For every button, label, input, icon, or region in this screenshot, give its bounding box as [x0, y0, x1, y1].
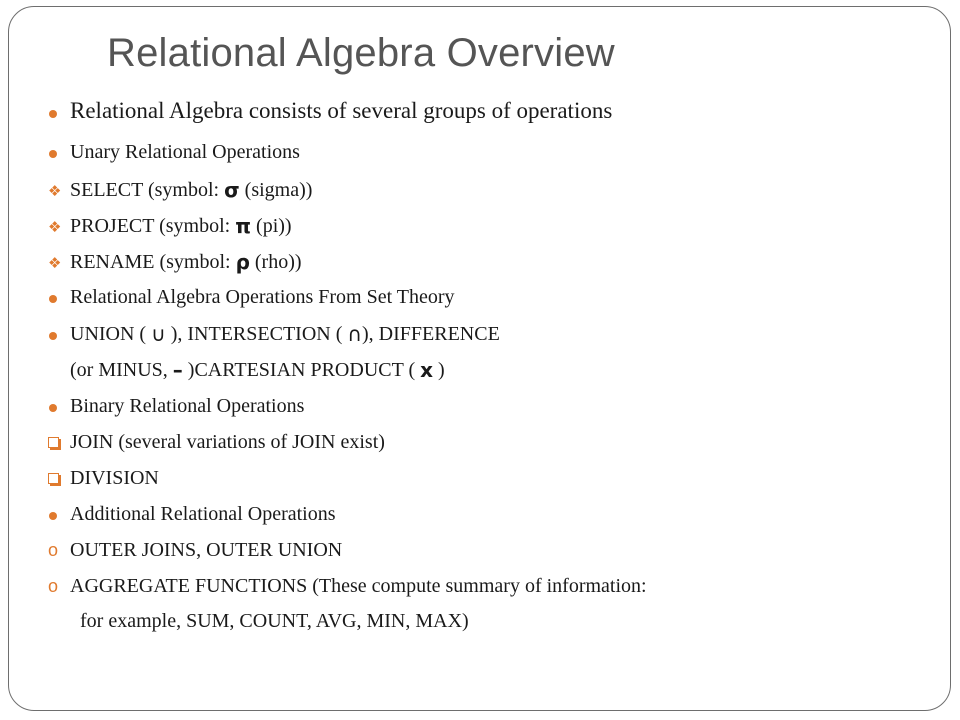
bullet-dot-icon [48, 286, 70, 309]
line-text: Unary Relational Operations [70, 141, 300, 163]
bullet-dot-icon [48, 503, 70, 526]
line-text-pre: SELECT (symbol: [70, 178, 225, 201]
sigma-symbol: σ [224, 178, 240, 202]
line-text: OUTER JOINS, OUTER UNION [70, 539, 343, 561]
circle-bullet-icon: o [48, 540, 59, 560]
bullet-line-select [48, 178, 312, 202]
bullet-dot-icon [48, 141, 70, 164]
line-text-post: (pi)) [251, 214, 292, 237]
line-text: Relational Algebra Operations From Set Theory [70, 286, 455, 308]
line-text: DIVISION [70, 467, 159, 489]
bullet-line-unary [48, 141, 300, 164]
checkbox-bullet-icon [48, 467, 70, 490]
bullet-line-outer-joins [48, 539, 342, 562]
bullet-line-join [48, 431, 385, 454]
line-text-post: (rho)) [249, 250, 302, 273]
line-text-pre: PROJECT (symbol: [70, 214, 236, 237]
line-text-post: (sigma)) [239, 178, 313, 201]
line-text-c: ), DIFFERENCE [362, 322, 500, 345]
bullet-line-additional [48, 503, 336, 526]
minus-symbol: – [172, 358, 183, 382]
bullet-line-set-ops-continued [48, 358, 445, 382]
rho-symbol: ρ [235, 250, 250, 274]
bullet-dot-icon [48, 395, 70, 418]
bullet-dot-icon [48, 98, 70, 124]
bullet-line-aggregate [48, 575, 647, 598]
diamond-bullet-icon: ❖ [48, 181, 62, 200]
line-text-a: UNION ( [70, 322, 152, 345]
line-text: AGGREGATE FUNCTIONS (These compute summary of information: [70, 575, 647, 597]
line-text-b: )CARTESIAN PRODUCT ( [182, 358, 421, 381]
bullet-line-binary [48, 395, 304, 418]
bullet-line-set-ops [48, 322, 500, 346]
checkbox-bullet-icon [48, 431, 70, 454]
bullet-line-overview [48, 98, 612, 124]
diamond-bullet-icon: ❖ [48, 217, 62, 236]
bullet-dot-icon [48, 323, 70, 346]
bullet-line-aggregate-continued [48, 610, 469, 633]
bullet-line-set-theory [48, 286, 455, 309]
line-text: JOIN (several variations of JOIN exist) [70, 431, 385, 453]
line-text: for example, SUM, COUNT, AVG, MIN, MAX) [80, 610, 469, 632]
diamond-bullet-icon: ❖ [48, 253, 62, 272]
line-text: Additional Relational Operations [70, 503, 336, 525]
line-text: Binary Relational Operations [70, 395, 305, 417]
line-text-pre: RENAME (symbol: [70, 250, 236, 273]
bullet-line-rename [48, 250, 302, 274]
intersection-symbol: ∩ [347, 322, 363, 346]
pi-symbol: π [235, 214, 252, 238]
circle-bullet-icon: o [48, 576, 59, 596]
union-symbol: ∪ [151, 322, 166, 346]
line-text: Relational Algebra consists of several groups of operations [70, 98, 613, 123]
slide-title: Relational Algebra Overview [107, 31, 615, 75]
line-text-b: ), INTERSECTION ( [165, 322, 348, 345]
line-text-a: (or MINUS, [70, 358, 173, 381]
cross-symbol: x [420, 358, 434, 382]
line-text-c: ) [433, 358, 445, 381]
bullet-line-division [48, 467, 159, 490]
bullet-line-project [48, 214, 292, 238]
